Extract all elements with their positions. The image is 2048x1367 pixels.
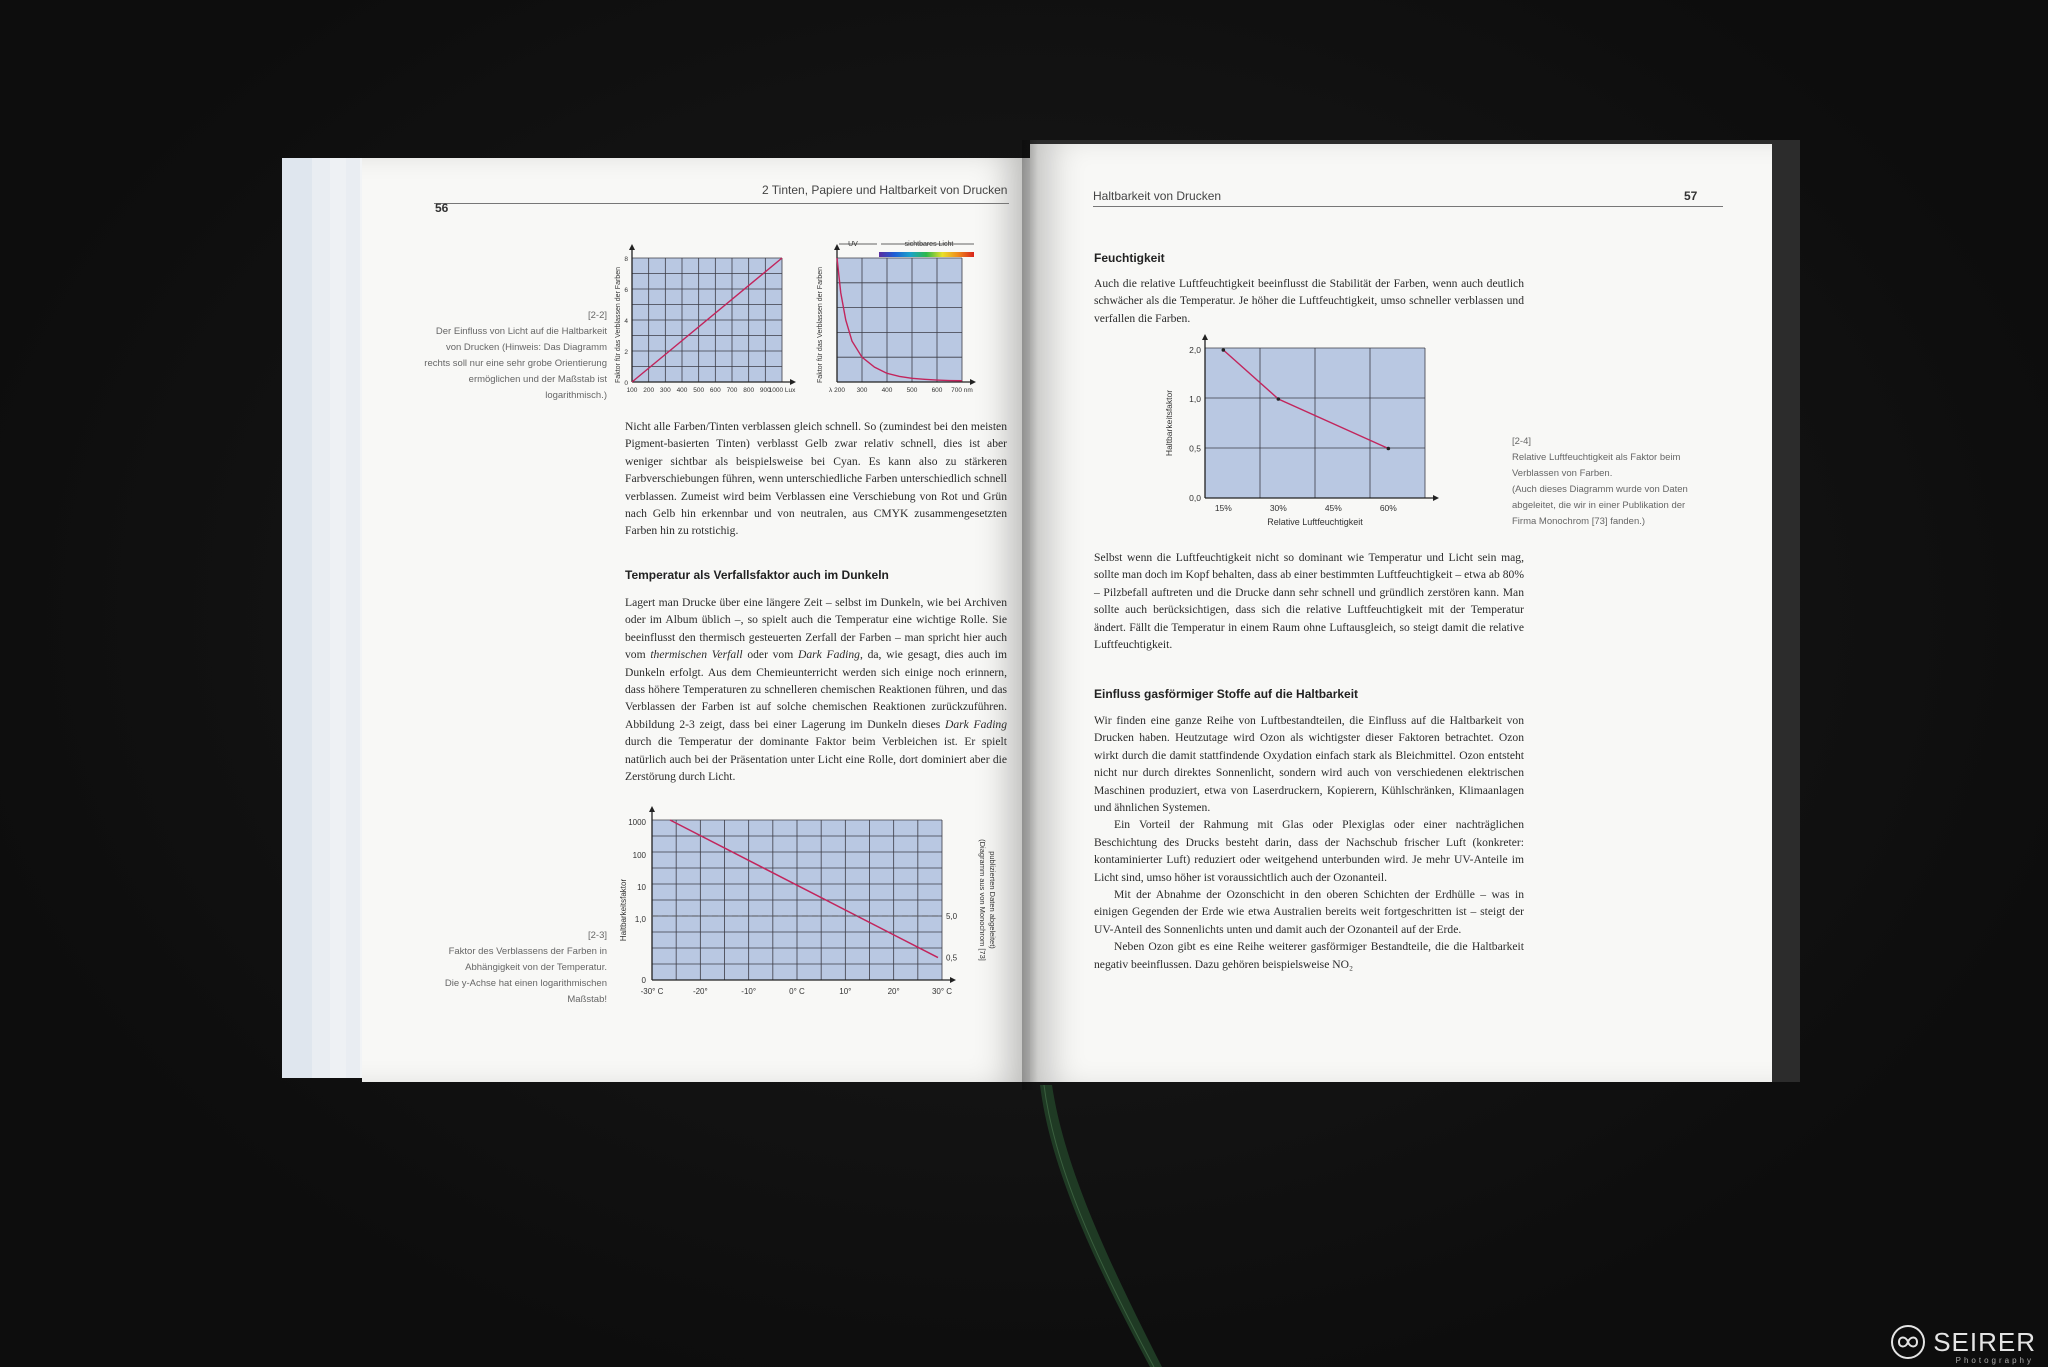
plot-area: [837, 258, 962, 382]
y-axis-label: Faktor für das Verblassen der Farben: [615, 267, 622, 383]
y-tick-label: 4: [624, 318, 628, 325]
infinity-logo-icon: [1891, 1325, 1925, 1359]
caption-line: [2-2]: [587, 310, 607, 321]
x-tick-label: 300: [856, 387, 868, 394]
x-tick-label: 900: [759, 387, 771, 394]
chart-humidity: [1150, 334, 1470, 534]
caption-line: [2-4]: [1512, 436, 1532, 447]
x-tick-label: 200: [643, 387, 655, 394]
x-tick-label: 45%: [1324, 503, 1342, 513]
y-tick-label: 1000: [628, 818, 646, 827]
data-point: [1387, 447, 1391, 451]
x-tick-label: λ 200: [829, 387, 845, 394]
heading-gasfoermig: Einfluss gasförmiger Stoffe auf die Haltbarkeit: [1094, 687, 1359, 701]
x-tick-label: 30° C: [931, 987, 953, 996]
x-tick-label: 400: [881, 387, 893, 394]
x-tick-label: 1000 Lux: [768, 387, 796, 394]
paragraph-ozonschicht: Mit der Abnahme der Ozonschicht in den oberen Schichten der Erdhülle – was in einigen Gegenden der Erde wie etwa Australien bereits weit fortgeschritten ist – steigt der UV-Anteil des Sonnenlichts unten und damit auch der Ozonanteil auf der Erde.: [1094, 888, 1524, 936]
x-tick-label: 300: [659, 387, 671, 394]
x-tick-label: 30%: [1269, 503, 1287, 513]
emphasis-run: Dark Fading: [944, 717, 1008, 731]
paragraph-ozon: Wir finden eine ganze Reihe von Luftbestandteilen, die Einfluss auf die Haltbarkeit von Drucken haben. Heutzutage wird Ozon als wichtigster dieser Faktoren betrachtet. Ozon wirkt durch die damit stattfindende Oxydation einfach stark als Bleichmittel. Ozon entsteht nicht nur durch direktes Sonnenlicht, sondern wird auch von verschiedenen elektrischen Maschinen produziert, etwa von Laserdruckern, Kopierern, Kühlschränken, Klimaanlagen und ähnlichen Systemen.: [1094, 714, 1524, 815]
y-tick-label: 8: [624, 256, 628, 263]
x-tick-label: 100: [626, 387, 638, 394]
x-axis-arrow: [950, 977, 956, 983]
running-header-right: Haltbarkeit von Drucken: [1093, 189, 1222, 203]
data-point: [1277, 397, 1281, 401]
page-number-right: 57: [1684, 189, 1698, 203]
paragraph-no2: Neben Ozon gibt es eine Reihe weiterer gasförmiger Bestandteile, die die Haltbarkeit negativ beeinflussen. Dazu gehören beispielsweise NO₂: [1094, 940, 1524, 971]
annotation-uv: UV: [848, 241, 858, 248]
x-tick-label: 500: [906, 387, 918, 394]
caption-line: Maßstab!: [567, 994, 607, 1005]
watermark-text: SEIRER: [1933, 1326, 2036, 1357]
watermark: [1891, 1325, 2036, 1365]
paragraph-rahmung: Ein Vorteil der Rahmung mit Glas oder Plexiglas oder einer nachträglichen Beschichtung des Drucks besteht darin, dass der Nachschub frischer Luft (konkreter: kontaminierter Luft) reduziert oder weitgehend unterbunden wird. Je mehr UV-Anteile im Licht sind, umso höher ist voraussichtlich auch der Ozonanteil.: [1094, 818, 1524, 884]
y-tick-label: 0,5: [1189, 443, 1201, 454]
caption-line: (Auch dieses Diagramm wurde von Daten: [1512, 484, 1688, 495]
caption-2-3: [382, 928, 607, 1008]
caption-line: Firma Monochrom [73] fanden.): [1512, 516, 1646, 527]
caption-line: rechts soll nur eine sehr grobe Orientierung: [424, 358, 607, 369]
heading-temperatur: Temperatur als Verfallsfaktor auch im Dunkeln: [625, 568, 889, 582]
heading-feuchtigkeit: Feuchtigkeit: [1094, 251, 1165, 265]
x-tick-label: -10°: [741, 987, 757, 996]
y-axis-arrow: [649, 806, 655, 812]
x-tick-label: 600: [931, 387, 943, 394]
y-tick-label: 2,0: [1189, 345, 1201, 355]
x-tick-label: -30° C: [640, 987, 664, 996]
caption-line: Der Einfluss von Licht auf die Haltbarkeit: [435, 326, 607, 337]
caption-line: logarithmisch.): [545, 390, 607, 401]
paragraph-feuchtigkeit: Auch die relative Luftfeuchtigkeit beeinflusst die Stabilität der Farben, wenn auch deutlich schwächer als die Temperatur. Je höher die Luftfeuchtigkeit, umso schneller verblassen und verfallen die Farben.: [1094, 277, 1524, 325]
header-rule-right: [1093, 206, 1723, 207]
emphasis-run: thermischen Verfall: [650, 648, 743, 662]
text-run: durch die Temperatur der dominante Faktor beim Verbleichen ist. Er spielt natürlich auch bei der Präsentation unter Licht eine Rolle, dort dominiert aber die Zerstörung durch Licht.: [625, 735, 1007, 784]
chart-wavelength: [792, 241, 1022, 406]
y-axis-label: Faktor für das Verblassen der Farben: [817, 267, 824, 383]
x-axis-arrow: [970, 379, 976, 385]
left-page: [362, 158, 1030, 1082]
caption-line: Relative Luftfeuchtigkeit als Faktor beim: [1512, 452, 1681, 463]
spectrum-bar: [879, 252, 974, 257]
annotation-visible-light: sichtbares Licht: [904, 241, 954, 248]
x-tick-label: 10°: [839, 987, 852, 996]
x-axis-label: Relative Luftfeuchtigkeit: [1267, 517, 1363, 527]
emphasis-run: Dark Fading: [797, 648, 860, 662]
x-axis-arrow: [1433, 495, 1439, 501]
right-page: [1030, 144, 1772, 1082]
running-header-left: 2 Tinten, Papiere und Haltbarkeit von Drucken: [762, 183, 1008, 197]
data-point: [1222, 348, 1226, 352]
text-run: , da, wie gesagt, dies auch im Dunkeln erfolgt. Aus dem Chemieunterricht werden sich einige noch erinnern, dass höhere Temperaturen zu schnelleren chemischen Reaktionen führen, und das Verblassen der Farben ist auf solche chemischen Reaktionen zurückzuführen. Abbildung 2-3 zeigt, dass bei einer Lagerung im Dunkeln dieses: [625, 648, 1008, 731]
y-tick-label: 0: [641, 976, 646, 985]
caption-line: Faktor des Verblassens der Farben in: [448, 946, 607, 957]
y-axis-arrow: [1202, 334, 1208, 340]
y-tick-label: 0: [624, 380, 628, 387]
y-axis-label: Haltbarkeitsfaktor: [1164, 389, 1174, 457]
y-axis-arrow: [834, 244, 840, 250]
caption-line: [2-3]: [587, 930, 607, 941]
y-axis-label: Haltbarkeitsfaktor: [619, 878, 628, 942]
text-run: Lagert man Drucke über eine längere Zeit – selbst im Dunkeln, wie bei Archiven oder im Album üblich –, so spielt auch die Temperatur eine wichtige Rolle. Sie beeinflusst den thermisch gesteuerten Zerfall der Farben – man spricht hier auch vom: [625, 596, 1007, 662]
y-tick-label: 100: [632, 851, 646, 861]
x-tick-label: 600: [709, 387, 721, 394]
x-tick-label: 60%: [1379, 503, 1397, 513]
y-tick-label: 1,0: [1189, 394, 1201, 404]
chart-temperature: [612, 808, 1012, 1008]
paragraph-temperatur: [625, 594, 1007, 785]
x-tick-label: 700: [726, 387, 738, 394]
x-tick-label: 15%: [1214, 503, 1232, 513]
watermark-subtext: Photography: [1955, 1356, 2034, 1365]
paragraph-ozon-section: [1094, 712, 1524, 973]
text-run: oder vom: [742, 648, 798, 662]
x-tick-label: -20°: [692, 987, 708, 996]
right-label-05: 0,5: [946, 953, 958, 963]
x-tick-label: 0° C: [789, 987, 805, 996]
x-tick-label: 700 nm: [951, 387, 973, 394]
paragraph-pilzbefall: Selbst wenn die Luftfeuchtigkeit nicht so dominant wie Temperatur und Licht sein mag, sollte man doch im Kopf behalten, dass ab einer bestimmten Luftfeuchtigkeit – etwa ab 80% – Pilzbefall auftreten und die Drucke dann sehr schnell und gründlich zerstören kann. Man sollte auch berücksichtigen, dass sich die relative Luftfeuchtigkeit mit der Temperatur ändert. Fällt die Temperatur in einem Raum ohne Luftausgleich, so steigt damit die relative Luftfeuchtigkeit.: [1094, 551, 1524, 652]
page-number-left: 56: [435, 201, 449, 215]
y-tick-label: 6: [624, 287, 628, 294]
caption-line: abgeleitet, die wir in einer Publikation der: [1512, 500, 1686, 511]
y-tick-label: 0,0: [1189, 493, 1201, 503]
x-tick-label: 400: [676, 387, 688, 394]
side-note-line: (Diagramm aus von Monochrom [73]: [978, 839, 987, 961]
caption-line: von Drucken (Hinweis: Das Diagramm: [445, 342, 607, 353]
chart-light-lux: [612, 246, 812, 406]
x-tick-label: 800: [743, 387, 755, 394]
x-tick-label: 20°: [887, 987, 900, 996]
side-note-line: publizierten Daten abgeleitet): [988, 851, 997, 949]
paragraph-farben: Nicht alle Farben/Tinten verblassen gleich schnell. So (zumindest bei den meisten Pigment-basierten Tinten) verblasst Gelb zwar relativ schnell, dies ist aber weniger sichtbar als beispielsweise bei Cyan. Es kann also zu stärkeren Farbverschiebungen führen, wenn unterschiedliche Farben unterschiedlich schnell verblassen. Zumeist wird beim Verblassen eine Verschiebung von Rot und Grün nach Gelb hin erkennbar und von neutralen, aus CMYK zusammengesetzten Farben hin zu rotstichig.: [625, 420, 1007, 538]
caption-line: ermöglichen und der Maßstab ist: [468, 374, 607, 385]
x-tick-label: 500: [693, 387, 705, 394]
caption-2-4: [1512, 434, 1732, 530]
y-tick-label: 1,0: [634, 915, 646, 925]
y-axis-arrow: [629, 244, 635, 250]
book-spine-shadow: [1022, 140, 1038, 1090]
caption-line: Verblassen von Farben.: [1512, 468, 1613, 479]
bookmark-ribbon: [1030, 1085, 1180, 1367]
caption-line: Die y-Achse hat einen logarithmischen: [444, 978, 607, 989]
caption-line: Abhängigkeit von der Temperatur.: [465, 962, 607, 973]
header-rule-left: [434, 203, 1009, 204]
y-tick-label: 10: [637, 883, 646, 893]
right-label-5: 5,0: [946, 911, 958, 921]
caption-2-2: [402, 308, 607, 404]
y-tick-label: 2: [624, 349, 628, 356]
